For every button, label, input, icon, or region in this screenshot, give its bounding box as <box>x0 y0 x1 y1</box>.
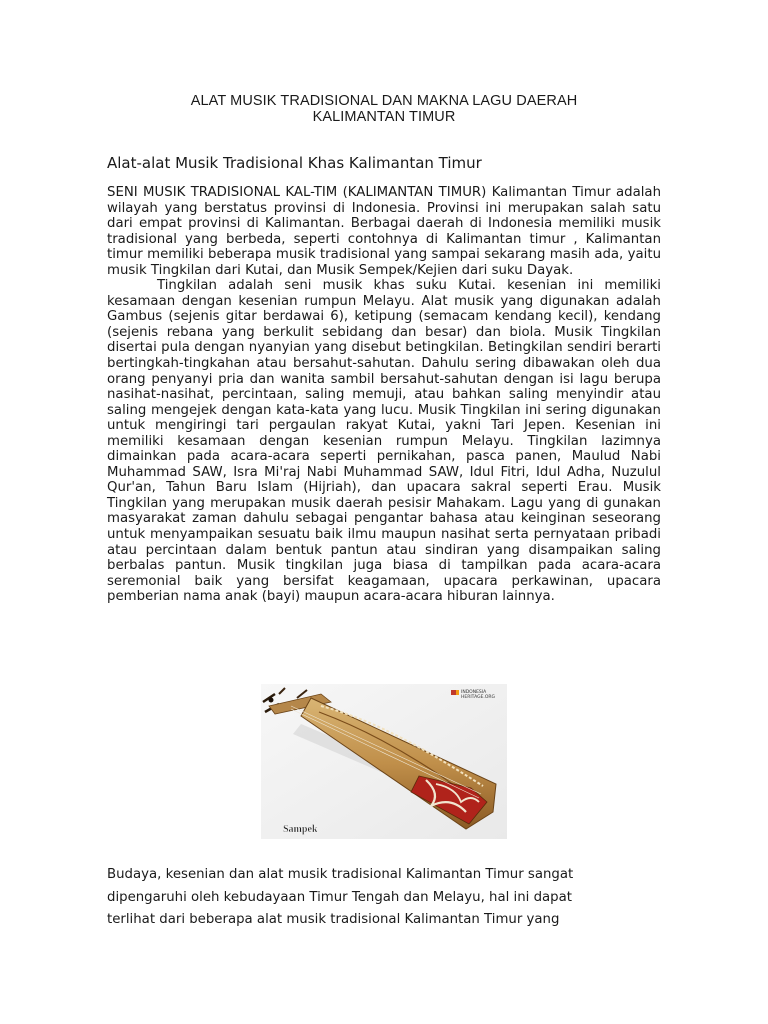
paragraph-intro: SENI MUSIK TRADISIONAL KAL-TIM (KALIMANTAN TIMUR) Kalimantan Timur adalah wilayah yang berstatus provinsi di Indonesia. Provinsi ini merupakan salah satu dari empat provinsi di Kalimantan. Berbagai daerah di Indonesia memiliki musik tradisional yang berbeda, seperti contohnya di Kalimantan timur , Kalimantan timur memiliki beberapa musik tradisional yang sampai sekarang masih ada, yaitu musik Tingkilan dari Kutai, dan Musik Sempek/Kejien dari suku Dayak. <box>107 185 661 278</box>
bottom-line-3: terlihat dari beberapa alat musik tradisional Kalimantan Timur yang <box>107 912 560 927</box>
bottom-line-1: Budaya, kesenian dan alat musik tradisional Kalimantan Timur sangat <box>107 867 574 882</box>
document-title <box>100 93 668 125</box>
title-line-1: ALAT MUSIK TRADISIONAL DAN MAKNA LAGU DAERAH <box>190 93 578 109</box>
bottom-line-2: dipengaruhi oleh kebudayaan Timur Tengah dan Melayu, hal ini dapat <box>107 889 572 905</box>
body-text <box>107 185 661 605</box>
paragraph-tingkilan: Tingkilan adalah seni musik khas suku Kutai. kesenian ini memiliki kesamaan dengan kesenian rumpun Melayu. Alat musik yang digunakan adalah Gambus (sejenis gitar berdawai 6), ketipung (semacam kendang kecil), kendang (sejenis rebana yang berkulit sebidang dan besar) dan biola. Musik Tingkilan disertai pula dengan nyanyian yang disebut betingkilan. Betingkilan sendiri berarti bertingkah-tingkahan atau bersahut-sahutan. Dahulu sering dibawakan oleh dua orang penyanyi pria dan wanita sambil bersahut-sahutan dengan isi lagu berupa nasihat-nasihat, percintaan, saling memuji, atau bahkan saling menyindir atau saling mengejek dengan kata-kata yang lucu. Musik Tingkilan ini sering digunakan untuk mengiringi tari pergaulan rakyat Kutai, yakni Tari Jepen. Kesenian ini memiliki kesamaan dengan kesenian rumpun Melayu. Tingkilan lazimnya dimainkan pada acara-acara seperti pernikahan, pasca panen, Maulud Nabi Muhammad SAW, Isra Mi'raj Nabi Muhammad SAW, Idul Fitri, Idul Adha, Nuzulul Qur'an, Tahun Baru Islam (Hijriah), dan upacara sakral seperti Erau. Musik Tingkilan yang merupakan musik daerah pesisir Mahakam. Lagu yang di gunakan masyarakat zaman dahulu sebagai pengantar bahasa atau keinginan seseorang untuk menyampaikan sesuatu baik ilmu maupun nasihat serta pernyataan pribadi atau percintaan dalam bentuk pantun atau sindiran yang disampaikan saling berbalas pantun. Musik tingkilan juga biasa di tampilkan pada acara-acara seremonial baik yang bersifat keagamaan, upacara perkawinan, upacara pemberian nama anak (bayi) maupun acara-acara hiburan lainnya. <box>107 278 661 605</box>
sampek-illustration <box>261 684 507 839</box>
watermark-line-2: HERITAGE.ORG <box>461 695 495 700</box>
section-heading: Alat-alat Musik Tradisional Khas Kalimantan Timur <box>107 154 482 172</box>
image-caption: Sampek <box>283 824 318 835</box>
bottom-paragraph <box>107 864 667 932</box>
title-line-2: KALIMANTAN TIMUR <box>312 109 456 125</box>
watermark-line-1: INDONESIA <box>461 690 487 695</box>
sampek-image <box>261 684 507 839</box>
